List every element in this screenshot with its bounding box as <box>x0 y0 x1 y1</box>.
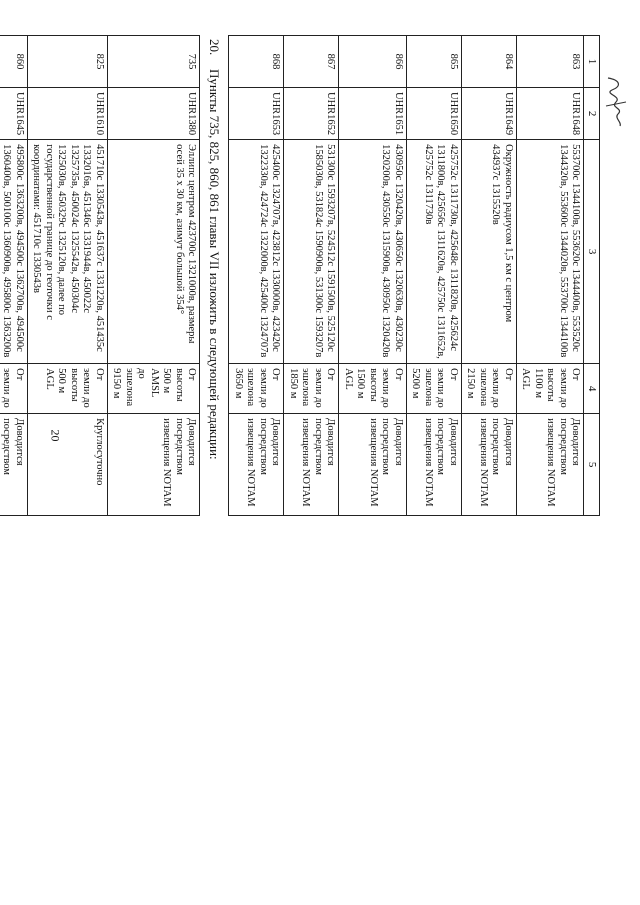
altitude-limits: От земли до <box>0 364 28 414</box>
activation-note: Доводится посредством извещения NOTAM <box>517 414 585 516</box>
item-number: 735 <box>108 36 201 88</box>
zone-code: UHR1380 <box>108 88 201 140</box>
zone-coordinates: Окружность радиусом 1,5 км с центром 434937с 1315520в <box>462 140 517 364</box>
activation-note: Доводится посредством извещения NOTAM <box>229 414 284 516</box>
header-cell: 2 <box>584 88 600 140</box>
item-number: 863 <box>517 36 585 88</box>
header-cell: 1 <box>584 36 600 88</box>
altitude-limits: От земли до эшелона 2150 м <box>462 364 517 414</box>
table-row <box>407 36 462 516</box>
activation-note: Доводится посредством извещения NOTAM <box>339 414 407 516</box>
zone-coordinates: 531300с 1593207в, 524512с 1591500в, 525120с 1585030в, 531824с 1590900в, 531300с 1593207в <box>284 140 339 364</box>
zone-code: UHR1652 <box>284 88 339 140</box>
table-row <box>28 36 108 516</box>
altitude-limits: От земли до эшелона 5200 м <box>407 364 462 414</box>
zone-coordinates: 451710с 1330543в, 451637с 1331220в, 451435с 1332016в, 451346с 1331944в, 450022с 1325735в, 450024с 1325542в, 450304с 1325030в, 450329с 1325120в, далее по государственной границе до геоточки с координатами: 451710с 1330543в <box>28 140 108 364</box>
table-row <box>339 36 407 516</box>
table-row <box>517 36 585 516</box>
item-number: 865 <box>407 36 462 88</box>
zone-code: UHR1610 <box>28 88 108 140</box>
rotated-document-content <box>1 35 600 905</box>
activation-note: Доводится посредством <box>0 414 28 516</box>
table-row <box>229 36 284 516</box>
zone-coordinates: 553700с 1344100в, 553620с 1344400в, 553520с 1344320в, 553600с 1344020в, 553700с 1344100в <box>517 140 585 364</box>
altitude-limits: От земли до эшелона 3650 м <box>229 364 284 414</box>
handwritten-signature <box>598 72 634 132</box>
header-cell: 5 <box>584 414 600 516</box>
table-row <box>284 36 339 516</box>
zone-coordinates: 425752с 1311730в, 425648с 1311820в, 425624с 1311800в, 425656с 1311620в, 425750с 1311652в, 425752с 1311730в <box>407 140 462 364</box>
item-number: 825 <box>28 36 108 88</box>
activation-note: Доводится посредством извещения NOTAM <box>108 414 201 516</box>
altitude-limits: От земли до высоты 500 м AGL <box>28 364 108 414</box>
zone-code: UHR1648 <box>517 88 585 140</box>
section-heading <box>201 35 229 905</box>
item-number: 867 <box>284 36 339 88</box>
activation-note: Доводится посредством извещения NOTAM <box>407 414 462 516</box>
zone-code: UHR1651 <box>339 88 407 140</box>
airspace-table-1 <box>229 35 601 516</box>
zone-code: UHR1650 <box>407 88 462 140</box>
table-row <box>108 36 201 516</box>
activation-note: Круглосуточно <box>28 414 108 516</box>
table-header-row <box>584 36 600 516</box>
header-cell: 4 <box>584 364 600 414</box>
altitude-limits: От земли до эшелона 1850 м <box>284 364 339 414</box>
section-number: 20. <box>207 39 223 56</box>
item-number: 864 <box>462 36 517 88</box>
activation-note: Доводится посредством извещения NOTAM <box>462 414 517 516</box>
zone-coordinates: 430950с 1320420в, 430650с 1320630в, 430230с 1320200в, 430550с 1315900в, 430950с 1320420в <box>339 140 407 364</box>
altitude-limits: От земли до высоты 1500 м AGL <box>339 364 407 414</box>
airspace-table-2 <box>0 35 201 516</box>
item-number: 868 <box>229 36 284 88</box>
zone-coordinates: 425400с 1324707в, 423812с 1330000в, 423420с 1322330в, 424724с 1322000в, 425400с 1324707в <box>229 140 284 364</box>
item-number: 860 <box>0 36 28 88</box>
activation-note: Доводится посредством извещения NOTAM <box>284 414 339 516</box>
zone-code: UHR1649 <box>462 88 517 140</box>
zone-code: UHR1645 <box>0 88 28 140</box>
header-cell: 3 <box>584 140 600 364</box>
page-number: 20 <box>48 429 63 442</box>
zone-coordinates: 495800с 1363200в, 494500с 1362700в, 494500с 1360400в, 500100с 1360900в, 495800с 1363200в <box>0 140 28 364</box>
item-number: 866 <box>339 36 407 88</box>
table-row <box>0 36 28 516</box>
altitude-limits: От земли до высоты 1100 м AGL <box>517 364 585 414</box>
table-row <box>462 36 517 516</box>
zone-coordinates: Эллипс центром 423700с 1321000в, размеры осей 35 х 30 км, азимут большой 354° <box>108 140 201 364</box>
section-text: Пункты 735, 825, 860, 861 главы VII изложить в следующей редакции: <box>207 69 223 460</box>
zone-code: UHR1653 <box>229 88 284 140</box>
altitude-limits: От высоты 500 м AMSL до эшелона 9150 м <box>108 364 201 414</box>
